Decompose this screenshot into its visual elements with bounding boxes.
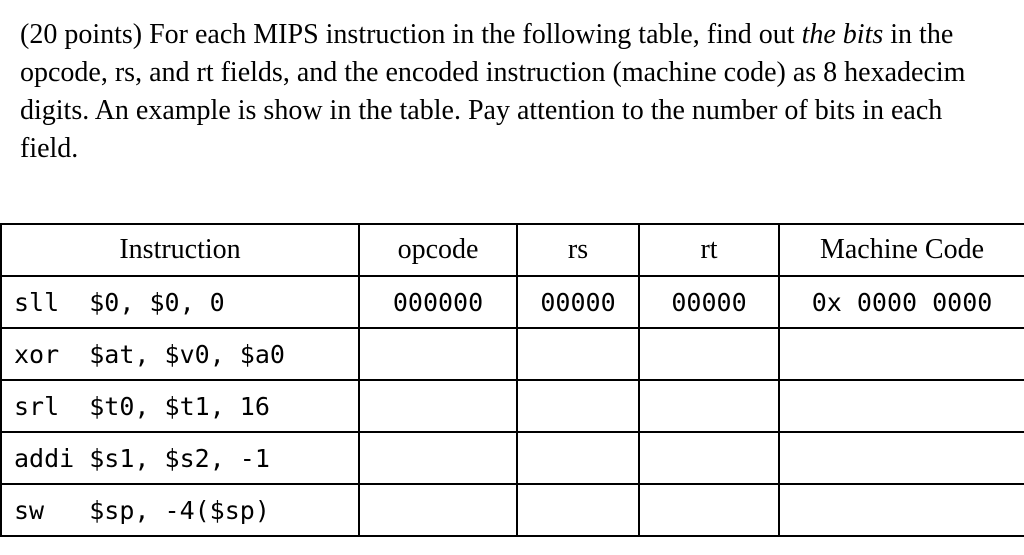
rt-cell[interactable] [639,484,779,536]
prompt-line-1 [20,16,1020,54]
table-header-row [1,224,1024,276]
rt-cell[interactable] [639,380,779,432]
mips-instruction-table [0,223,1024,537]
instruction-cell: srl $t0, $t1, 16 [1,380,359,432]
instruction-cell: sw $sp, -4($sp) [1,484,359,536]
table-row [1,484,1024,536]
header-machine-code: Machine Code [779,224,1024,276]
opcode-cell: 000000 [359,276,517,328]
table-row [1,276,1024,328]
rs-cell[interactable] [517,380,639,432]
rs-cell: 00000 [517,276,639,328]
machine-code-cell[interactable] [779,484,1024,536]
rs-cell[interactable] [517,432,639,484]
prompt-line-1-end: in the [883,19,954,50]
machine-code-cell: 0x 0000 0000 [779,276,1024,328]
header-rs: rs [517,224,639,276]
opcode-cell[interactable] [359,484,517,536]
instruction-cell: xor $at, $v0, $a0 [1,328,359,380]
prompt-line-3: digits. An example is show in the table. Pay attention to the number of bits in each [20,95,943,126]
table-row [1,328,1024,380]
prompt-line-1-start: (20 points) For each MIPS instruction in the following table, find out [20,19,802,50]
rt-cell[interactable] [639,432,779,484]
header-opcode: opcode [359,224,517,276]
opcode-cell[interactable] [359,432,517,484]
rs-cell[interactable] [517,484,639,536]
rt-cell: 00000 [639,276,779,328]
question-prompt [20,16,1020,168]
prompt-line-4: field. [20,133,79,164]
machine-code-cell[interactable] [779,380,1024,432]
machine-code-cell[interactable] [779,328,1024,380]
instruction-cell: sll $0, $0, 0 [1,276,359,328]
machine-code-cell[interactable] [779,432,1024,484]
prompt-emphasis: the bits [801,19,884,50]
table-row [1,432,1024,484]
instruction-cell: addi $s1, $s2, -1 [1,432,359,484]
table-row [1,380,1024,432]
opcode-cell[interactable] [359,328,517,380]
opcode-cell[interactable] [359,380,517,432]
header-rt: rt [639,224,779,276]
rs-cell[interactable] [517,328,639,380]
rt-cell[interactable] [639,328,779,380]
prompt-line-2: opcode, rs, and rt fields, and the encoded instruction (machine code) as 8 hexadecim [20,57,966,88]
header-instruction: Instruction [1,224,359,276]
